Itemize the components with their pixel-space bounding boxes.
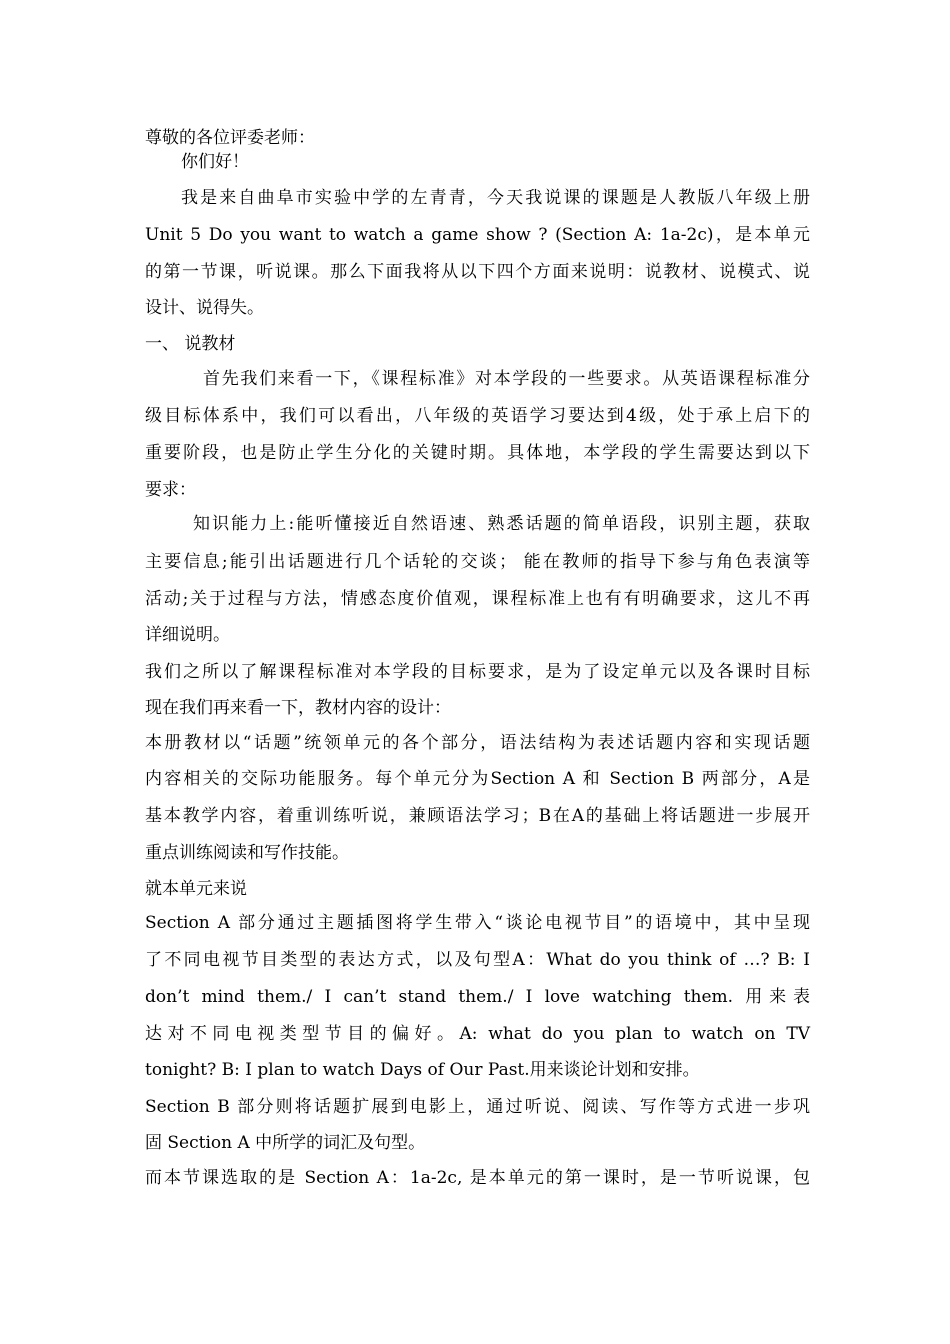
text-line: 重点训练阅读和写作技能。	[145, 843, 349, 863]
text-line: 设计、说得失。	[145, 298, 264, 318]
text-line: 就本单元来说	[145, 879, 247, 899]
text-line: 我是来自曲阜市实验中学的左青青，今天我说课的课题是人教版八年级上册	[181, 188, 810, 208]
text-line: 我们之所以了解课程标准对本学段的目标要求，是为了设定单元以及各课时目标	[145, 662, 810, 682]
text-line: 本册教材以“话题”统领单元的各个部分，语法结构为表述话题内容和实现话题	[145, 733, 810, 753]
text-line: 的第一节课，听说课。那么下面我将从以下四个方面来说明：说教材、说模式、说	[145, 262, 810, 282]
text-line: 了不同电视节目类型的表达方式，以及句型A：What do you think of …? B: I	[145, 950, 810, 970]
text-line: Unit 5 Do you want to watch a game show ? (Section A: 1a-2c)，是本单元	[145, 225, 810, 245]
text-line: 内容相关的交际功能服务。每个单元分为Section A 和 Section B 两部分，A是	[145, 769, 810, 789]
text-line: 基本教学内容，着重训练听说，兼顾语法学习；B在A的基础上将话题进一步展开	[145, 806, 810, 826]
text-line: Section A 部分通过主题插图将学生带入“谈论电视节目”的语境中，其中呈现	[145, 913, 810, 933]
text-line: 重要阶段，也是防止学生分化的关键时期。具体地，本学段的学生需要达到以下	[145, 443, 810, 463]
text-line: 详细说明。	[145, 625, 230, 645]
text-line: 主要信息;能引出话题进行几个话轮的交谈； 能在教师的指导下参与角色表演等	[145, 552, 810, 572]
text-line: 首先我们来看一下，《课程标准》对本学段的一些要求。从英语课程标准分	[203, 369, 810, 389]
greeting: 尊敬的各位评委老师：	[145, 128, 315, 148]
text-line: 知识能力上:能听懂接近自然语速、熟悉话题的简单语段，识别主题，获取	[193, 514, 810, 534]
salutation: 你们好！	[181, 152, 249, 172]
text-line: 要求：	[145, 480, 196, 500]
text-line: 达对不同电视类型节目的偏好。A: what do you plan to watch on TV	[145, 1024, 810, 1044]
text-line: 而本节课选取的是 Section A：1a-2c, 是本单元的第一课时，是一节听说课，包	[145, 1168, 810, 1188]
text-line: 活动;关于过程与方法，情感态度价值观，课程标准上也有有明确要求，这儿不再	[145, 589, 810, 609]
text-line: 现在我们再来看一下，教材内容的设计：	[145, 698, 451, 718]
text-line: tonight? B: I plan to watch Days of Our Past.用来谈论计划和安排。	[145, 1060, 700, 1080]
text-line: 级目标体系中，我们可以看出，八年级的英语学习要达到4级，处于承上启下的	[145, 406, 810, 426]
text-line: Section B 部分则将话题扩展到电影上，通过听说、阅读、写作等方式进一步巩	[145, 1097, 810, 1117]
text-line: don’t mind them./ I can’t stand them./ I love watching them. 用来表	[145, 987, 810, 1007]
text-line: 固 Section A 中所学的词汇及句型。	[145, 1133, 426, 1153]
section-heading: 一、 说教材	[145, 334, 236, 354]
